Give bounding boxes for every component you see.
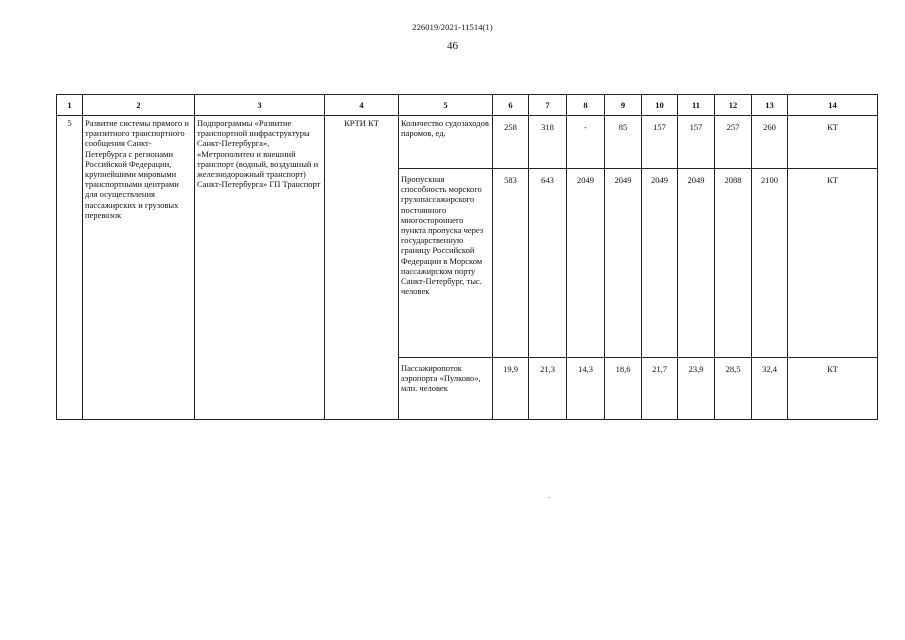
column-header-9: 9 — [605, 95, 642, 116]
indicator-value: 23,9 — [678, 358, 715, 420]
column-header-12: 12 — [715, 95, 752, 116]
indicator-value: 157 — [678, 116, 715, 169]
column-header-13: 13 — [752, 95, 788, 116]
indicator-value: 21,7 — [642, 358, 678, 420]
indicator-value: - — [567, 116, 605, 169]
indicator-value: 157 — [642, 116, 678, 169]
column-header-3: 3 — [195, 95, 325, 116]
column-header-7: 7 — [529, 95, 567, 116]
indicator-value: 2049 — [567, 169, 605, 358]
column-header-4: 4 — [325, 95, 399, 116]
indicator-value: 2088 — [715, 169, 752, 358]
indicators-table — [56, 94, 878, 420]
indicator-value: 21,3 — [529, 358, 567, 420]
page-number: 46 — [447, 40, 458, 52]
indicator-name: Пропускная способность морского грузопассажирского постоянного многостороннего пункта пропуска через государственную границу Российской Федерации в Морском пассажирском порту Санкт-Петербург, тыс. человек — [399, 169, 493, 358]
programs-cell: Подпрограммы «Развитие транспортной инфраструктуры Санкт-Петербурга», «Метрополитен и внешний транспорт (водный, воздушный и железнодорожный транспорт) Санкт-Петербурга» ГП Транспорт — [195, 116, 325, 420]
table-row — [57, 116, 878, 169]
executor-cell: КТ — [788, 116, 878, 169]
column-header-14: 14 — [788, 95, 878, 116]
indicator-value: 258 — [493, 116, 529, 169]
indicator-name: Пассажиропоток аэропорта «Пулково», млн. человек — [399, 358, 493, 420]
indicator-value: 318 — [529, 116, 567, 169]
column-header-5: 5 — [399, 95, 493, 116]
executor-cell: КТ — [788, 169, 878, 358]
indicator-name: Количество судозаходов паромов, ед. — [399, 116, 493, 169]
indicator-value: 2049 — [642, 169, 678, 358]
indicator-value: 2049 — [605, 169, 642, 358]
indicator-value: 260 — [752, 116, 788, 169]
row-number: 5 — [57, 116, 83, 420]
indicator-value: 32,4 — [752, 358, 788, 420]
indicator-value: 28,5 — [715, 358, 752, 420]
indicator-value: 18,6 — [605, 358, 642, 420]
goal-cell: Развитие системы прямого и транзитного транспортного сообщения Санкт-Петербурга с регионами Российской Федерации, крупнейшими мировыми транспортными центрами для осуществления пассажирских и грузовых перевозок — [83, 116, 195, 420]
column-header-6: 6 — [493, 95, 529, 116]
document-registration-code: 226019/2021-11514(1) — [412, 22, 493, 32]
responsible-cell: КРТИ КТ — [325, 116, 399, 420]
indicator-value: 19,9 — [493, 358, 529, 420]
indicator-value: 85 — [605, 116, 642, 169]
column-header-11: 11 — [678, 95, 715, 116]
indicator-value: 643 — [529, 169, 567, 358]
indicator-value: 14,3 — [567, 358, 605, 420]
indicator-value: 2049 — [678, 169, 715, 358]
indicator-value: 257 — [715, 116, 752, 169]
column-header-8: 8 — [567, 95, 605, 116]
table-header-row — [57, 95, 878, 116]
column-header-1: 1 — [57, 95, 83, 116]
column-header-10: 10 — [642, 95, 678, 116]
column-header-2: 2 — [83, 95, 195, 116]
indicator-value: 583 — [493, 169, 529, 358]
indicator-value: 2100 — [752, 169, 788, 358]
executor-cell: КТ — [788, 358, 878, 420]
scan-speck — [548, 497, 550, 498]
